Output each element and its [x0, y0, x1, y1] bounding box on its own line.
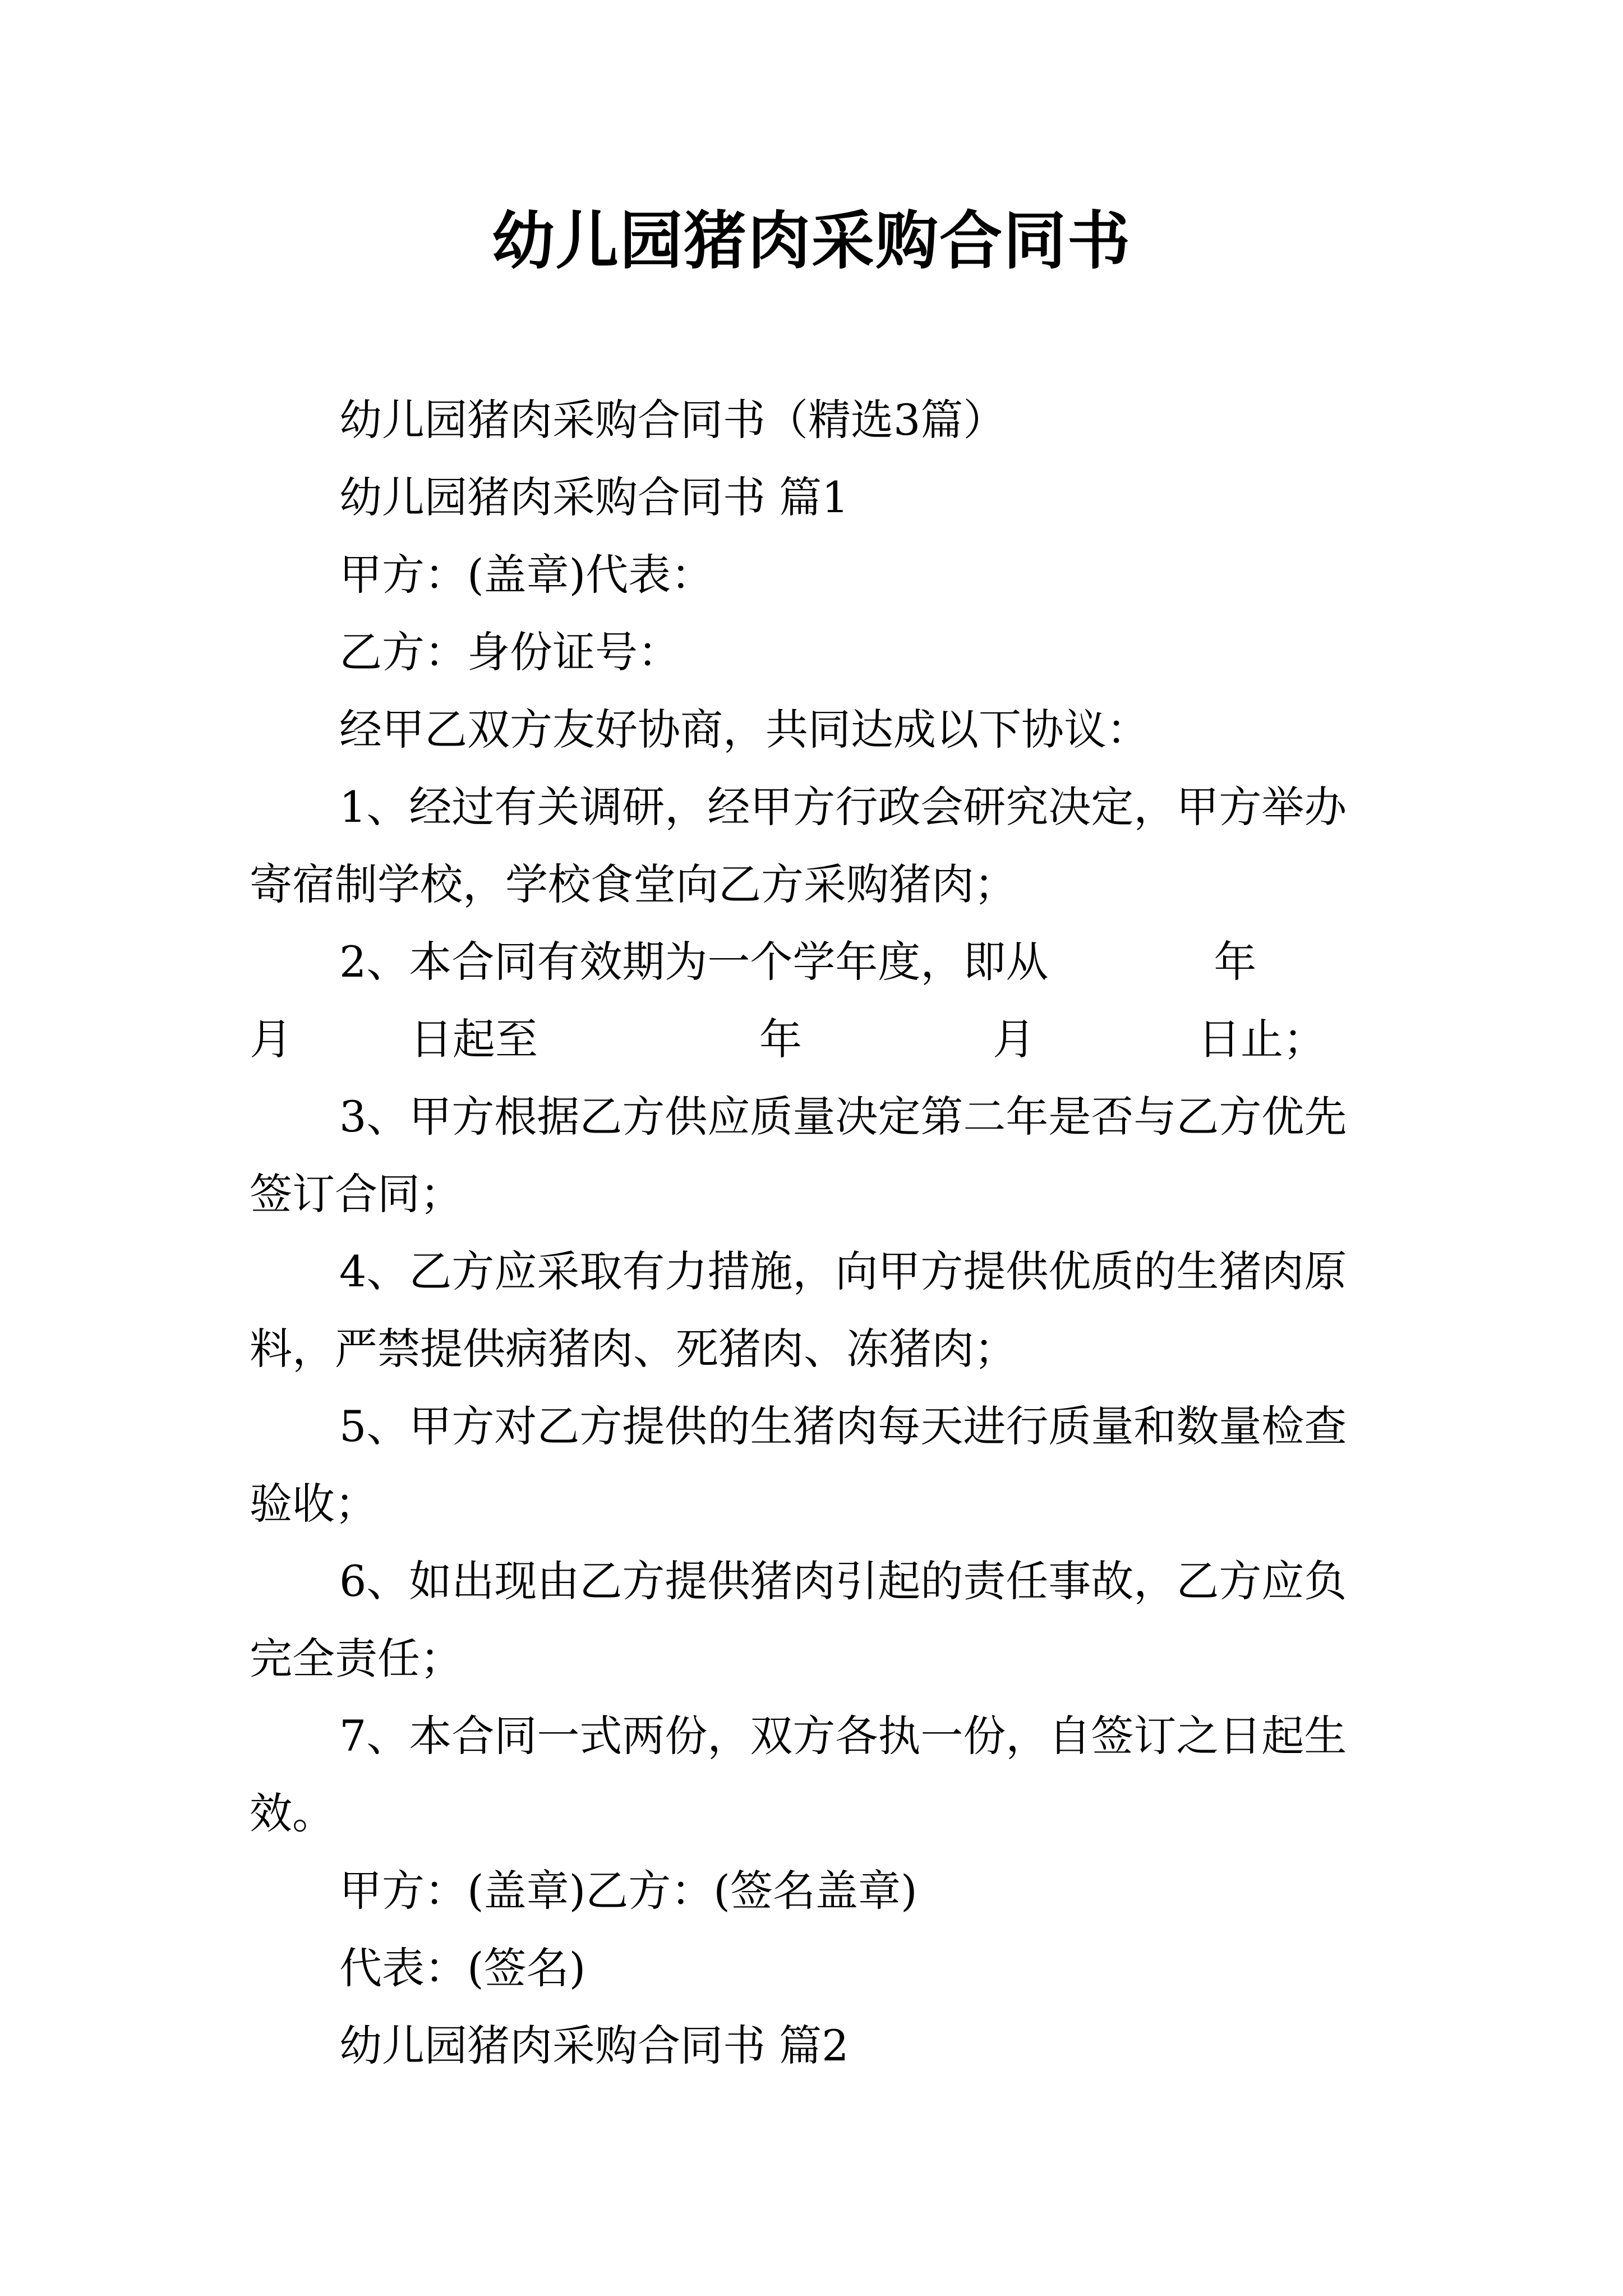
- clause6-line2: 完全责任；: [250, 1634, 463, 1683]
- clause4-line1: 4、乙方应采取有力措施，向甲方提供优质的生猪肉原: [339, 1246, 1347, 1296]
- clause2-year2-label: 年: [759, 1014, 802, 1064]
- clause1-line1: 1、经过有关调研，经甲方行政会研究决定，甲方举办: [339, 782, 1347, 832]
- clause1-line2: 寄宿制学校，学校食堂向乙方采购猪肉；: [250, 859, 1017, 909]
- signature-line: 甲方：(盖章)乙方：(签名盖章): [339, 1866, 917, 1916]
- clause2-day-to-label: 日止；: [1198, 1014, 1326, 1064]
- part2-heading: 幼儿园猪肉采购合同书 篇2: [339, 2021, 849, 2070]
- clause4-line2: 料，严禁提供病猪肉、死猪肉、冻猪肉；: [250, 1324, 1017, 1374]
- document-body: [250, 381, 1394, 2085]
- clause2-month2-label: 月: [993, 1014, 1035, 1064]
- document-title: 幼儿园猪肉采购合同书: [492, 204, 1131, 278]
- party-a-line: 甲方：(盖章)代表：: [339, 550, 714, 600]
- clause2-line1: [250, 923, 1394, 1001]
- subtitle-line: 幼儿园猪肉采购合同书（精选3篇）: [339, 395, 1006, 445]
- clause2-text: 2、本合同有效期为一个学年度，即从: [339, 937, 1049, 987]
- part1-heading: 幼儿园猪肉采购合同书 篇1: [339, 472, 849, 522]
- clause2-day-from-label: 日起至: [410, 1014, 538, 1064]
- clause5-line1: 5、甲方对乙方提供的生猪肉每天进行质量和数量检查: [339, 1401, 1347, 1451]
- party-b-line: 乙方：身份证号：: [339, 627, 680, 677]
- clause2-line2: [250, 1001, 1394, 1078]
- clause2-year-label: 年: [1214, 937, 1257, 987]
- intro-line: 经甲乙双方友好协商，共同达成以下协议：: [339, 705, 1149, 754]
- clause5-line2: 验收；: [250, 1479, 377, 1529]
- clause7-line1: 7、本合同一式两份，双方各执一份，自签订之日起生: [339, 1711, 1347, 1761]
- clause3-line1: 3、甲方根据乙方供应质量决定第二年是否与乙方优先: [339, 1092, 1347, 1142]
- clause2-month-label: 月: [250, 1014, 292, 1064]
- clause7-line2: 效。: [250, 1788, 335, 1838]
- representative-line: 代表：(签名): [339, 1943, 586, 1993]
- clause6-line1: 6、如出现由乙方提供猪肉引起的责任事故，乙方应负: [339, 1556, 1347, 1606]
- clause3-line2: 签订合同；: [250, 1169, 463, 1219]
